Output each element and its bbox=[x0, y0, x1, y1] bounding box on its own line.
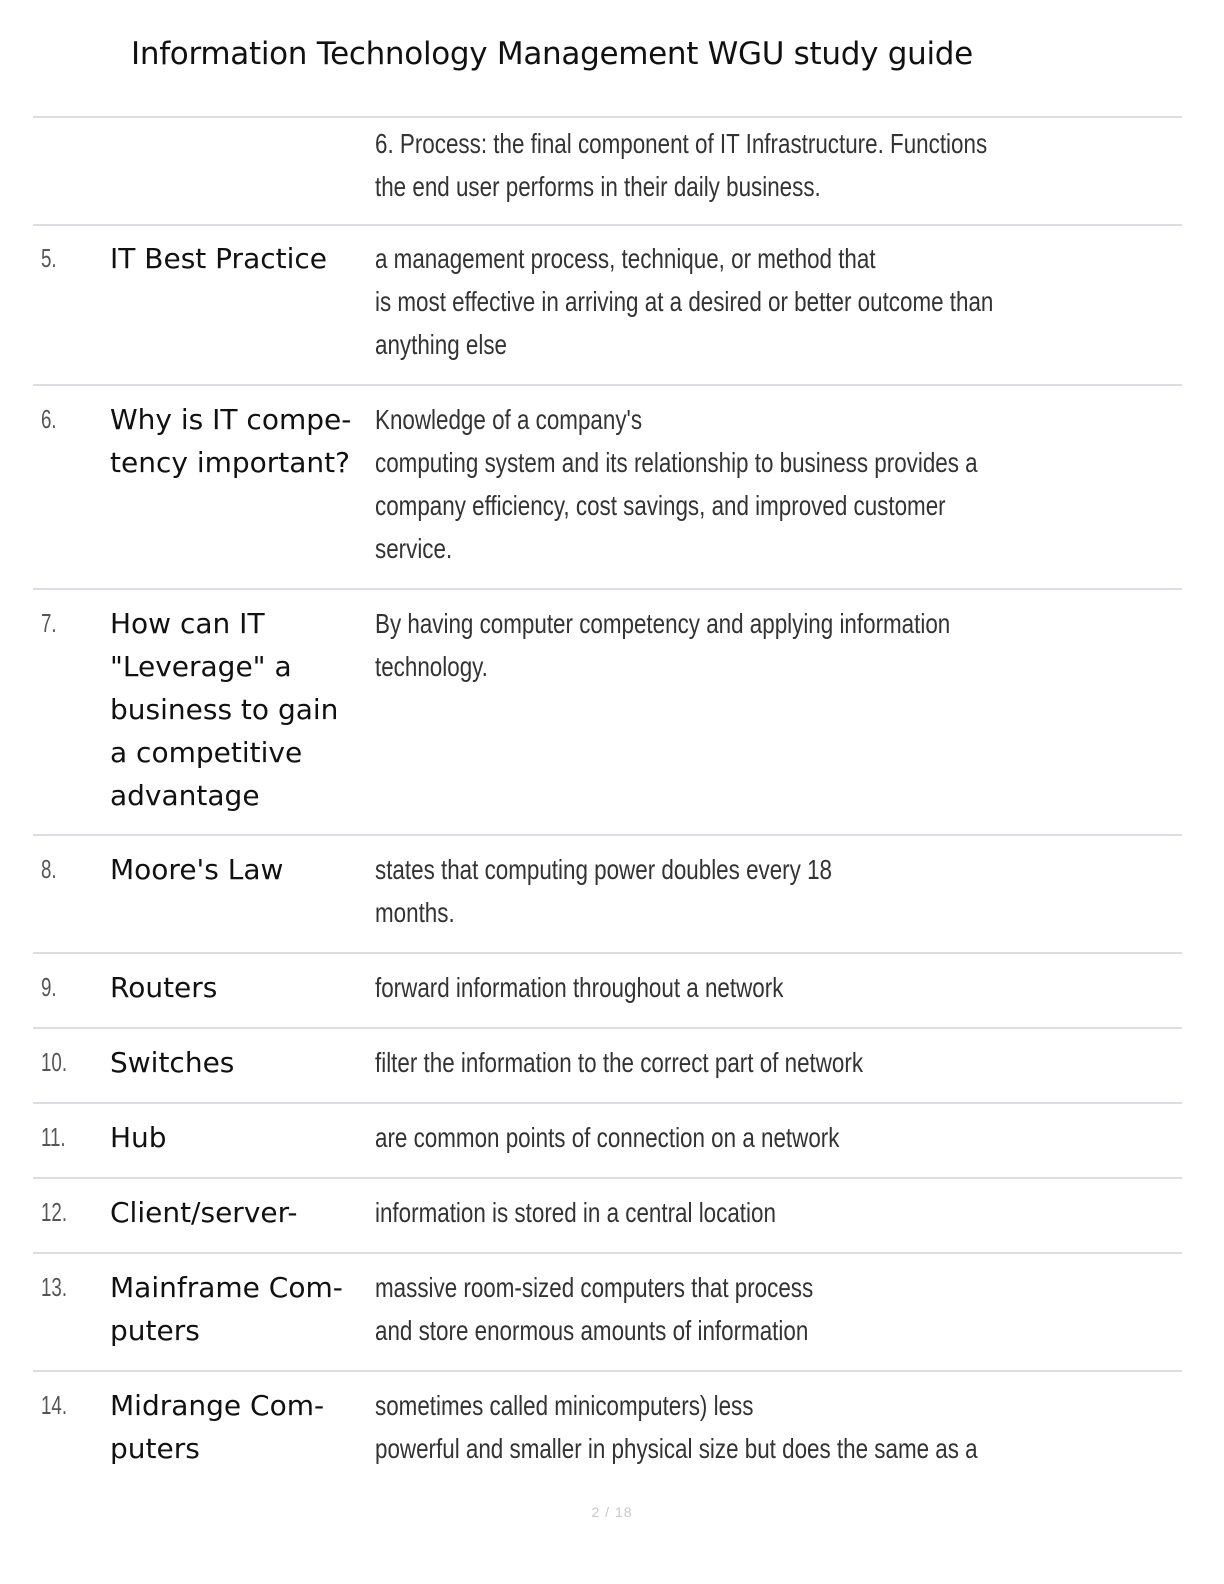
row-definition: states that computing power doubles every 18 months. bbox=[375, 854, 832, 928]
row-definition: a management process, technique, or method that is most effective in arriving at a desired or better outcome than anything else bbox=[375, 243, 994, 360]
row-number: 14. bbox=[41, 1390, 68, 1420]
flashcard-table bbox=[33, 116, 1182, 1482]
row-definition: forward information throughout a network bbox=[375, 972, 784, 1003]
table-row bbox=[33, 224, 1182, 384]
table-row bbox=[33, 588, 1182, 834]
row-number: 13. bbox=[41, 1272, 68, 1302]
page-number: 2 / 18 bbox=[591, 1504, 633, 1520]
row-term: Client/server- bbox=[110, 1196, 298, 1229]
row-term: Hub bbox=[110, 1121, 167, 1154]
row-number: 8. bbox=[41, 854, 57, 884]
row-term: IT Best Practice bbox=[110, 242, 327, 275]
row-term: Switches bbox=[110, 1046, 235, 1079]
table-row bbox=[33, 1102, 1182, 1177]
table-row bbox=[33, 116, 1182, 224]
row-number: 10. bbox=[41, 1047, 68, 1077]
row-number: 7. bbox=[41, 608, 57, 638]
row-definition: information is stored in a central location bbox=[375, 1197, 776, 1228]
table-row bbox=[33, 1252, 1182, 1370]
row-number: 6. bbox=[41, 404, 57, 434]
table-row bbox=[33, 952, 1182, 1027]
row-term: How can IT "Leverage" a business to gain a competitive advantage bbox=[110, 607, 339, 812]
row-definition: massive room-sized computers that process and store enormous amounts of information bbox=[375, 1272, 814, 1346]
row-term: Midrange Com- puters bbox=[110, 1389, 325, 1465]
row-definition: sometimes called minicomputers) less powerful and smaller in physical size but does the same as a bbox=[375, 1390, 978, 1464]
table-row bbox=[33, 384, 1182, 588]
row-term: Mainframe Com- puters bbox=[110, 1271, 343, 1347]
row-number: 9. bbox=[41, 972, 57, 1002]
row-definition: are common points of connection on a network bbox=[375, 1122, 840, 1153]
row-term: Moore's Law bbox=[110, 853, 284, 886]
row-term: Why is IT compe- tency important? bbox=[110, 403, 352, 479]
row-definition: 6. Process: the final component of IT Infrastructure. Functions the end user performs in their daily business. bbox=[375, 128, 988, 202]
row-definition: filter the information to the correct part of network bbox=[375, 1047, 864, 1078]
row-definition: Knowledge of a company's computing system and its relationship to business provides a company efficiency, cost savings, and improved customer service. bbox=[375, 404, 978, 564]
row-number: 11. bbox=[41, 1122, 66, 1152]
row-term: Routers bbox=[110, 971, 218, 1004]
table-row bbox=[33, 834, 1182, 952]
row-number: 5. bbox=[41, 243, 57, 273]
row-number: 12. bbox=[41, 1197, 68, 1227]
table-row bbox=[33, 1370, 1182, 1482]
document-title: Information Technology Management WGU study guide bbox=[131, 36, 973, 72]
table-row bbox=[33, 1177, 1182, 1252]
table-row bbox=[33, 1027, 1182, 1102]
row-definition: By having computer competency and applying information technology. bbox=[375, 608, 951, 682]
